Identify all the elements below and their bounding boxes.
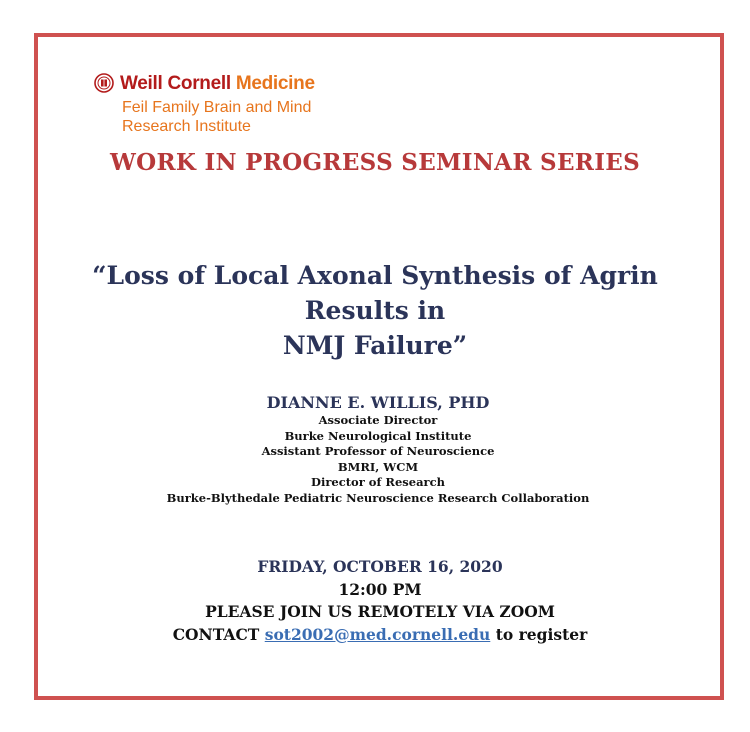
contact-suffix: to register [490,624,588,644]
talk-title [40,258,710,363]
university-seal-icon [94,73,114,93]
contact-prefix: CONTACT [172,624,265,644]
affiliation-line: Burke Neurological Institute [284,428,472,443]
series-title: WORK IN PROGRESS SEMINAR SERIES [109,149,641,176]
affiliation-line: Burke-Blythedale Pediatric Neuroscience Research Collaboration [166,490,590,505]
event-time: 12:00 PM [338,579,422,599]
affiliation-line: Assistant Professor of Neuroscience [261,444,495,458]
event-details [0,556,750,646]
speaker-affiliations [0,413,750,506]
talk-title-line1: “Loss of Local Axonal Synthesis of Agrin Results in [92,261,658,325]
speaker-name: DIANNE E. WILLIS, PHD [266,393,490,412]
logo-subtitle-line1: Feil Family Brain and Mind [122,99,312,116]
affiliation-line: Associate Director [318,413,438,427]
event-venue: PLEASE JOIN US REMOTELY VIA ZOOM [205,602,555,621]
event-contact [0,624,750,647]
affiliation-line: BMRI, WCM [337,459,419,474]
logo-name-weill-cornell: Weill Cornell [120,73,236,94]
affiliation-line: Director of Research [311,475,445,489]
logo-name-medicine: Medicine [235,73,315,94]
talk-title-line2: NMJ Failure” [282,331,468,360]
contact-email-link[interactable]: sot2002@med.cornell.edu [264,624,491,644]
logo-subtitle-line2: Research Institute [122,118,251,135]
event-date: FRIDAY, OCTOBER 16, 2020 [257,557,503,576]
logo-institution-name [120,73,315,95]
